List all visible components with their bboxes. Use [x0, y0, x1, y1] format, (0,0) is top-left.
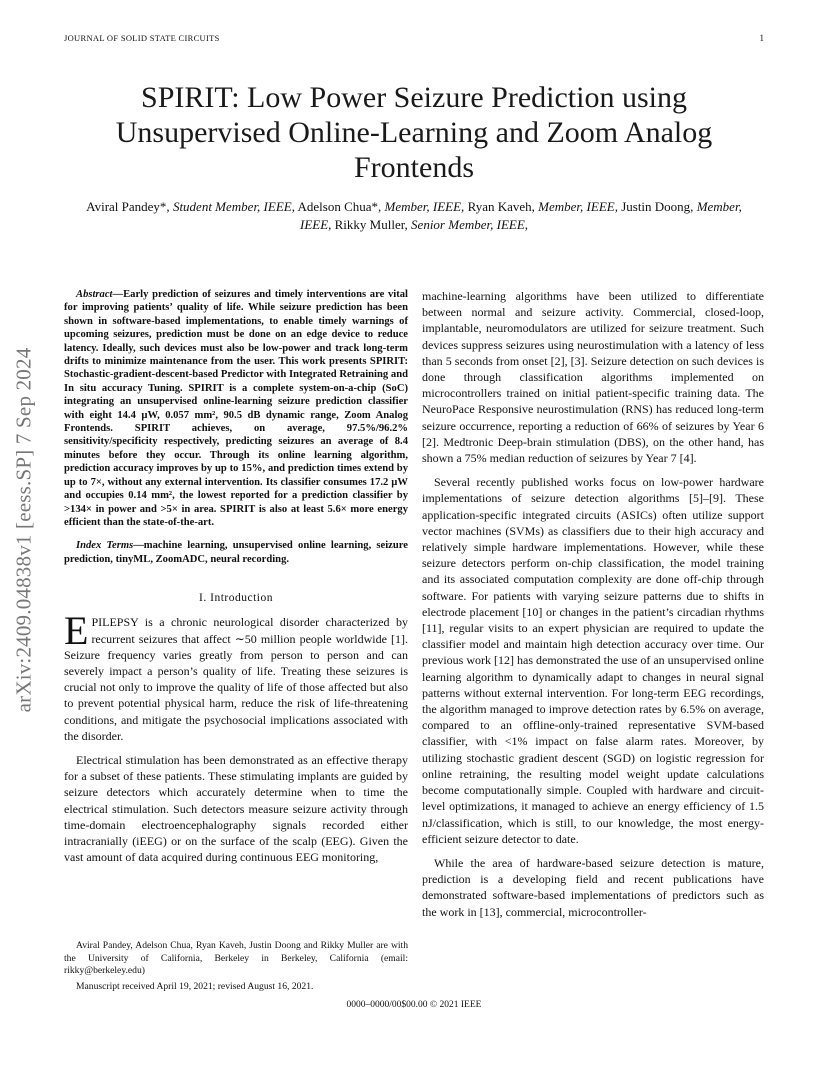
index-terms-text: —machine learning, unsupervised online learning, seizure prediction, tinyML, ZoomADC, neural recording. [64, 540, 408, 565]
author-name: Rikky Muller, [331, 217, 412, 232]
abstract-label: Abstract [76, 289, 113, 300]
author-name: Ryan Kaveh, [464, 199, 539, 214]
page-number: 1 [759, 33, 764, 43]
arxiv-stamp [2, 290, 46, 770]
section-heading: I. Introduction [199, 592, 273, 605]
right-paragraph-3: While the area of hardware-based seizure detection is mature, prediction is a developing field and recent publications have demonstrated software-based implementations of predictors such as the work in [13], commercial, microcontroller- [422, 855, 764, 919]
right-paragraph-1: machine-learning algorithms have been utilized to differentiate between normal and seizure activity. Commercial, closed-loop, implantable, neuromodulators are utilized for seizure treatment. Such devices suppress seizures using neurostimulation with a latency of less than 5 seconds from onset [2], [3]. Seizure detection on such devices is done through classification algorithms implemented on microcontrollers trained on initial patient-specific training data. The NeuroPace Responsive neurostimulation (RNS) has reduced long-term seizure occurrence, reporting a reduction of 66% of seizures by Year 6 [2]. Medtronic Deep-brain stimulation (DBS), on the other hand, has shown a 75% median reduction of seizures by Year 7 [4]. [422, 289, 764, 466]
paper-title: SPIRIT: Low Power Seizure Prediction using Unsupervised Online-Learning and Zoom Analog Frontends [115, 81, 713, 184]
index-terms-label: Index Terms [76, 540, 134, 552]
footnote-affiliation: Aviral Pandey, Adelson Chua, Ryan Kaveh, Justin Doong and Rikky Muller are with the University of California, Berkeley in Berkeley, California (email: rikky@berkeley.edu) [64, 940, 408, 977]
author-name: Justin Doong, [617, 199, 697, 214]
left-column [64, 288, 408, 873]
footnote-received: Manuscript received April 19, 2021; revised August 16, 2021. [76, 980, 314, 992]
author-list [80, 198, 748, 234]
right-column [422, 288, 764, 928]
index-terms [64, 539, 408, 566]
copyright-footer: 0000–0000/00$00.00 © 2021 IEEE [346, 1000, 482, 1010]
abstract-text: —Early prediction of seizures and timely interventions are vital for improving patients’ quality of life. While seizure prediction has been shown in software-based implementations, to enable timely warnings of upcoming seizures, prediction must be done on an edge device to reduce latency. Ideally, such devices must also be low-power and track long-term drifts to minimize maintenance from the user. This work presents SPIRIT: Stochastic-gradient-descent-based Predictor with Integrated Retraining and In situ accuracy Tuning. SPIRIT is a complete system-on-a-chip (SoC) integrating an unsupervised online-learning seizure prediction classifier with eight 14.4 µW, 0.057 mm², 90.5 dB dynamic range, Zoom Analog Frontends. SPIRIT achieves, on average, 97.5%/96.2% sensitivity/specificity respectively, predicting seizures an average of 8.4 minutes before they occur. Through its online learning algorithm, prediction accuracy improves by up to 15%, and prediction times extend by up to 7×, without any external intervention. Its classifier consumes 17.2 µW and occupies 0.14 mm², the lowest reported for a prediction classifier by >134× in power and >5× in area. SPIRIT is also at least 5.6× more energy efficient than the state-of-the-art. [64, 289, 408, 528]
author-role: Member, IEEE, [384, 199, 465, 214]
author-role: Member, IEEE, [299, 199, 742, 232]
abstract [64, 288, 408, 529]
journal-header: JOURNAL OF SOLID STATE CIRCUITS [64, 33, 220, 43]
right-paragraph-2: Several recently published works focus on low-power hardware implementations of seizure detection algorithms [5]–[9]. These application-specific integrated circuits (ASICs) often utilize support vector machines (SVMs) as classifiers due to their high accuracy and relatively simple hardware implementations. However, while these seizure detectors perform on-chip classification, the model training and its associated computation complexity are done off-chip through software. For patients with varying seizure patterns due to shifts in electrode placement [10] or changes in the patient’s circadian rhythms [11], regular visits to an expert physician are required to update the classifier model and maintain high detection accuracy over time. Our previous work [12] has demonstrated the use of an unsupervised online learning algorithm to dynamically adapt to changes in neural signal patterns without external intervention. For long-term EEG recordings, the algorithm managed to improve detection rates by 6.5% on average, compared to an offline-only-trained representative SVM-based classifier, with <1% impact on false alarm rates. Moreover, by utilizing stochastic gradient descent (SGD) on logistic regression for online retraining, the resulting model weight update calculations become computationally simple. Coupled with hardware and circuit-level optimizations, it managed to achieve an energy efficiency of 1.5 nJ/classification, which is still, to our knowledge, the most energy-efficient seizure detector to date. [422, 475, 764, 846]
author-role: Senior Member, IEEE, [411, 217, 529, 232]
drop-cap: E [64, 608, 89, 654]
intro-paragraph-2: Electrical stimulation has been demonstrated as an effective therapy for a subset of these patients. These stimulating implants are guided by seizure detectors which accurately determine when to time the electrical stimulation. Such detectors measure seizure activity through time-domain electroencephalography signals recorded either intracranially (iEEG) or on the surface of the scalp (EEG). Given the vast amount of data acquired during continuous EEG monitoring, [64, 752, 408, 865]
author-name: Adelson Chua*, [294, 199, 385, 214]
intro-text-1: PILEPSY is a chronic neurological disorder characterized by recurrent seizures that affect ∼50 million people worldwide [1]. Seizure frequency varies greatly from person to person and can severely impact a person’s quality of life. Treating these seizures is crucial not only to improve the quality of life of those affected but also to prevent potential physical harm, reduce the risk of life-threatening conditions, and mitigate the psychosocial implications associated with the disorder. [64, 615, 408, 743]
author-role: Student Member, IEEE, [172, 199, 295, 214]
intro-paragraph-1 [64, 608, 408, 744]
author-role: Member, IEEE, [538, 199, 618, 214]
arxiv-identifier: arXiv:2409.04838v1 [eess.SP] 7 Sep 2024 [11, 347, 36, 713]
footnote [64, 940, 408, 996]
author-name: Aviral Pandey*, [86, 199, 173, 214]
